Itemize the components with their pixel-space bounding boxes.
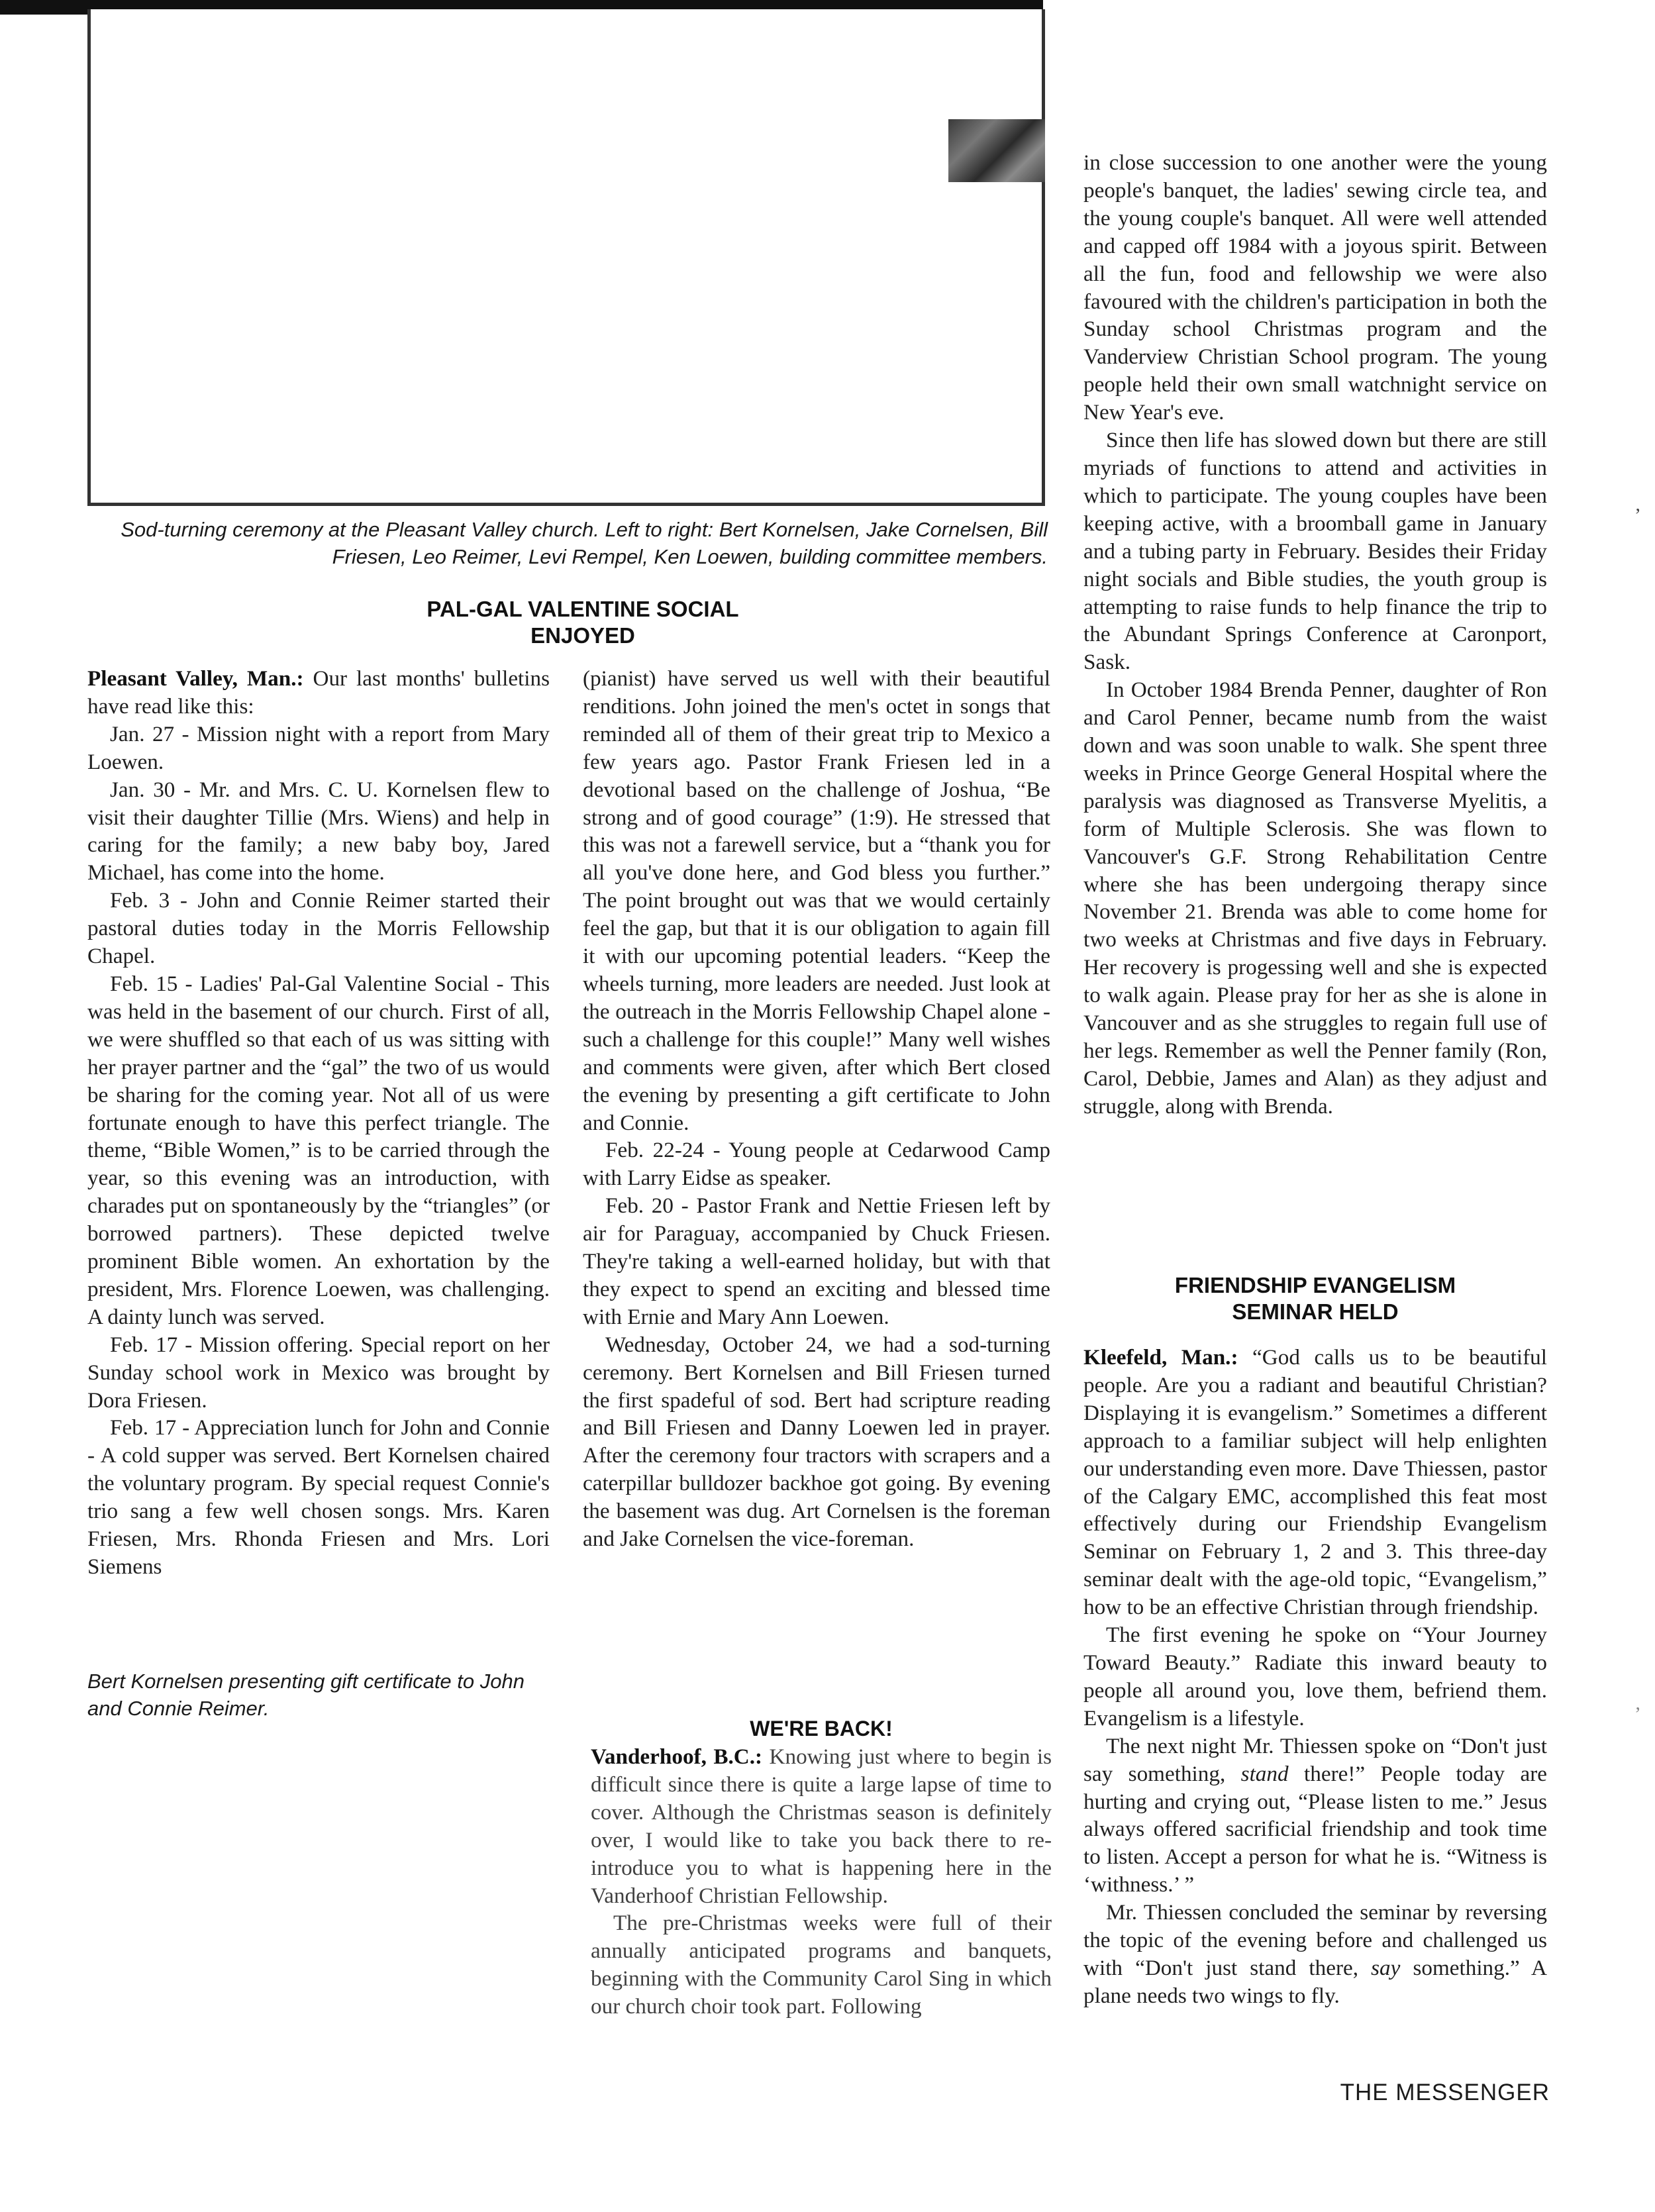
article1-paragraph: Feb. 22-24 - Young people at Cedarwood Camp with Larry Eidse as speaker. [583, 1138, 1050, 1191]
scan-edge-top [0, 0, 1043, 9]
article2-paragraph: in close succession to one another were the young people's banquet, the ladies' sewing circle tea, and the young couple's banquet. All were well attended and capped off 1984 with a joyous spirit. Between all the fun, food and fellowship we were also favoured with the children's participation in both the Sunday school Christmas program and the Vanderview Christian School program. The young people held their own small watchnight service on New Year's eve. [1083, 150, 1547, 425]
article2-column3 [1083, 149, 1547, 1121]
publication-footer: THE MESSENGER [1340, 2080, 1550, 2105]
scan-edge-left [0, 0, 89, 15]
article1-paragraph: Feb. 17 - Mission offering. Special report on her Sunday school work in Mexico was brought by Dora Friesen. [87, 1332, 550, 1413]
article1-paragraph: Feb. 17 - Appreciation lunch for John and Connie - A cold supper was served. Bert Kornelsen chaired the voluntary program. By special request Connie's trio sang a few well chosen songs. Mrs. Karen Friesen, Mrs. Rhonda Friesen and Mrs. Lori Siemens [87, 1415, 550, 1579]
article2-paragraph: Since then life has slowed down but there are still myriads of functions to attend and activities in which to participate. The young couples have been keeping active, with a broomball game in January and a tubing party in February. Besides their Friday night socials and Bible studies, the youth group is attempting to raise funds to help finance the trip to the Abundant Springs Conference at Caronport, Sask. [1083, 428, 1547, 675]
article1-paragraph: Jan. 30 - Mr. and Mrs. C. U. Kornelsen flew to visit their daughter Tillie (Mrs. Wiens) and help in caring for the family; a new baby boy, Jared Michael, has come into the home. [87, 777, 550, 885]
article1-dateline: Pleasant Valley, Man.: [87, 666, 304, 691]
article1-paragraph: (pianist) have served us well with their beautiful renditions. John joined the men's octet in songs that reminded all of them of their great trip to Mexico a few years ago. Pastor Frank Friesen led in a devotional based on the challenge of Joshua, “Be strong and of good courage” (1:9). He stressed that this was not a farewell service, but a “thank you for all you've done here, and God bless you further.” The point brought out was that we would certainly feel the gap, but that it is our obligation to again fill it with our upcoming potential leaders. “Keep the wheels turning, more leaders are needed. Just look at the outreach in the Morris Fellowship Chapel alone - such a challenge for this couple!” Many well wishes and comments were given, after which Bert closed the evening by presenting a gift certificate to John and Connie. [583, 666, 1050, 1135]
article3-column3 [1083, 1344, 1547, 2010]
article1-column1 [87, 665, 550, 1581]
article3-headline-line1: FRIENDSHIP EVANGELISM [1174, 1273, 1456, 1297]
article1-paragraph: Jan. 27 - Mission night with a report from Mary Loewen. [87, 721, 550, 774]
article1-headline [397, 596, 768, 649]
article2-paragraph: In October 1984 Brenda Penner, daughter of Ron and Carol Penner, became numb from the waist down and was soon unable to walk. She spent three weeks in Prince George General Hospital where the paralysis was diagnosed as Transverse Myelitis, a form of Multiple Sclerosis. She was flown to Vancouver's G.F. Strong Rehabilitation Centre where she has been undergoing therapy since November 21. Brenda was able to come home for two weeks at Christmas and five days in February. Her recovery is progessing well and she is expected to walk again. Please pray for her as she is alone in Vancouver and as she struggles to regain full use of her legs. Remember as well the Penner family (Ron, Carol, Debbie, James and Alan) as they adjust and struggle, along with Brenda. [1083, 678, 1547, 1119]
photo-caption: Sod-turning ceremony at the Pleasant Valley church. Left to right: Bert Kornelsen, Jake Cornelsen, Bill Friesen, Leo Reimer, Levi Rempel, Ken Loewen, building committee members. [121, 518, 1048, 568]
article2-paragraph: The pre-Christmas weeks were full of their annually anticipated programs and banquets, beginning with the Community Carol Sing in which our church choir took part. Following [591, 1911, 1052, 2019]
article3-headline [1083, 1272, 1547, 1325]
article3-paragraph: Mr. Thiessen concluded the seminar by reversing the topic of the evening before and challenged us with “Don't just stand there, say something.” A plane needs two wings to fly. [1083, 1900, 1547, 2008]
article3-paragraph: Kleefeld, Man.: “God calls us to be beautiful people. Are you a radiant and beautiful Christian? Displaying it is evangelism.” Sometimes a different approach to a familiar subject will help enlighten our understanding even more. Dave Thiessen, pastor of the Calgary EMC, accomplished this feat most effectively during our Friendship Evangelism Seminar on February 1, 2 and 3. This three-day seminar dealt with the age-old topic, “Evangelism,” how to be an effective Christian through friendship. [1083, 1345, 1547, 1620]
article1-paragraph: Wednesday, October 24, we had a sod-turning ceremony. Bert Kornelsen and Bill Friesen turned the first spadeful of sod. Bert had scripture reading and Bill Friesen and Danny Loewen led in prayer. After the ceremony four tractors with scrapers and a caterpillar bulldozer backhoe got going. By evening the basement was dug. Art Cornelsen is the foreman and Jake Cornelsen the vice-foreman. [583, 1332, 1050, 1552]
article3-paragraph: The next night Mr. Thiessen spoke on “Don't just say something, stand there!” People today are hurting and crying out, “Please listen to me.” Jesus always offered sacrificial friendship and took time to listen. Accept a person for what he is. “Witness is ‘withness.’ ” [1083, 1733, 1547, 1897]
article1-column2 [583, 665, 1050, 1553]
photo-fragment [948, 119, 1045, 182]
article2-dateline: Vanderhoof, B.C.: [591, 1744, 763, 1769]
article2-headline: WE'RE BACK! [750, 1717, 893, 1740]
article1-paragraph: Feb. 20 - Pastor Frank and Nettie Friesen left by air for Paraguay, accompanied by Chuck Friesen. They're taking a well-earned holiday, but with that they expect to spend an exciting and blessed time with Ernie and Mary Ann Loewen. [583, 1193, 1050, 1329]
article3-dateline: Kleefeld, Man.: [1083, 1345, 1238, 1370]
article1-headline-line1: PAL-GAL VALENTINE SOCIAL [426, 597, 739, 621]
article1-headline-line2: ENJOYED [530, 623, 635, 648]
scan-mark-icon: ‚ [1634, 493, 1641, 515]
scan-mark-icon: ‚ [1634, 1692, 1641, 1714]
article2-column2 [591, 1743, 1052, 2021]
gift-caption: Bert Kornelsen presenting gift certificate to John and Connie Reimer. [87, 1670, 525, 1720]
article3-headline-line2: SEMINAR HELD [1232, 1299, 1399, 1324]
article2-paragraph: Vanderhoof, B.C.: Knowing just where to begin is difficult since there is quite a large lapse of time to cover. Although the Christmas season is definitely over, I would like to take you back there to re-introduce you to what is happening here in the Vanderhoof Christian Fellowship. [591, 1744, 1052, 1908]
article1-paragraph: Feb. 15 - Ladies' Pal-Gal Valentine Social - This was held in the basement of our church. First of all, we were shuffled so that each of us was sitting with her prayer partner and the “gal” the two of us would be sharing for the coming year. Not all of us were fortunate enough to have this perfect triangle. The theme, “Bible Women,” is to be carried through the year, so this evening was an introduction, with charades put on spontaneously by the “triangles” (or borrowed partners). These depicted twelve prominent Bible women. An exhortation by the president, Mrs. Florence Loewen, was challenging. A dainty lunch was served. [87, 971, 550, 1329]
photo-frame [87, 9, 1045, 506]
article1-paragraph: Pleasant Valley, Man.: Our last months' bulletins have read like this: [87, 666, 550, 719]
article3-paragraph: The first evening he spoke on “Your Journey Toward Beauty.” Radiate this inward beauty to people all around you, love them, befriend them. Evangelism is a lifestyle. [1083, 1623, 1547, 1731]
article1-paragraph: Feb. 3 - John and Connie Reimer started their pastoral duties today in the Morris Fellowship Chapel. [87, 888, 550, 969]
